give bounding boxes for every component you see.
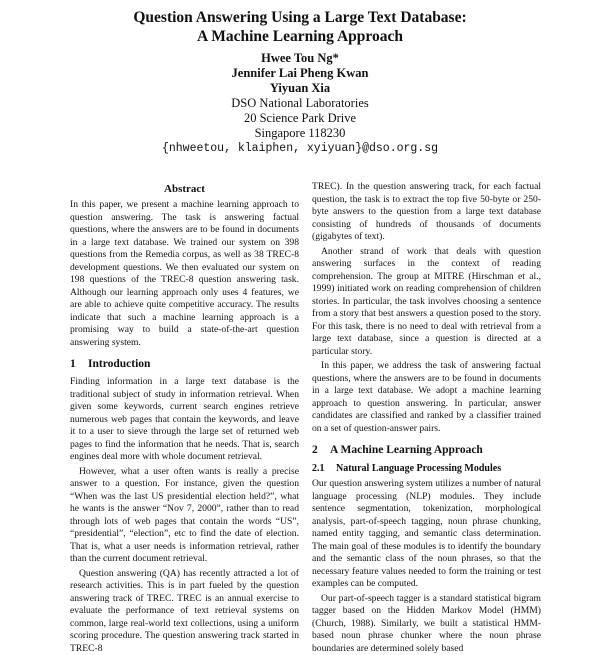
section-1-heading <box>70 357 299 371</box>
paper-title-line-2: A Machine Learning Approach <box>0 27 600 46</box>
abstract-text: In this paper, we present a machine learning approach to question answering. The task is answering factual questions, where the answers are to be found in documents in a large text database. We trained our system on 398 questions from the Remedia corpus, as well as 38 TREC-8 development questions. We then evaluated our system on 198 questions of the TREC-8 question answering task. Although our learning approach only uses 4 features, we are able to achieve quite competitive accuracy. The results indicate that such a machine learning approach is a promising way to build a state-of-the-art question answering system. <box>70 199 299 349</box>
right-column <box>312 181 541 655</box>
subsection-2-1-title: Natural Language Processing Modules <box>336 463 501 474</box>
affiliation-line-1: DSO National Laboratories <box>0 96 600 111</box>
author-1: Hwee Tou Ng* <box>0 51 600 66</box>
right-paragraph-3: In this paper, we address the task of answering factual questions, where the answers are to be found in documents in a large text database. We adopt a machine learning approach to question answering. In particular, answer candidates are classified and ranked by a classifier trained on a set of question-answer pairs. <box>312 360 541 435</box>
right-paragraph-4: Our question answering system utilizes a number of natural language processing (NLP) modules. They include sentence segmentation, tokenization, morphological analysis, part-of-speech tagging, noun phrase chunking, named entity tagging, and semantic class determination. The main goal of these modules is to identify the boundary and the semantic class of the noun phrases, so that the necessary feature values needed to form the training or test examples can be computed. <box>312 478 541 591</box>
paper-header <box>0 8 600 156</box>
section-1-number: 1 <box>70 357 88 371</box>
intro-paragraph-3: Question answering (QA) has recently attracted a lot of research activities. This is in part fueled by the question answering track of TREC. TREC is an annual exercise to evaluate the performance of text retrieval systems on common, large real-world text collections, using a uniform scoring procedure. The question answering track started in TREC-8 <box>70 568 299 655</box>
section-1-title: Introduction <box>88 358 150 370</box>
section-2-heading <box>312 443 541 457</box>
right-paragraph-2: Another strand of work that deals with question answering surfaces in the context of reading comprehension. The group at MITRE (Hirschman et al., 1999) initiated work on reading comprehension of children stories. In particular, the task involves choosing a sentence from a story that best answers a question posed to the story. For this task, there is no need to deal with retrieval from a large text database, since a question is directed at a particular story. <box>312 246 541 359</box>
right-paragraph-1: TREC). In the question answering track, for each factual question, the task is to extract the top five 50-byte or 250-byte answers to the question from a large text database consisting of hundreds of thousands of documents (gigabytes of text). <box>312 181 541 244</box>
intro-paragraph-1: Finding information in a large text database is the traditional subject of study in information retrieval. When given some keywords, current search engines retrieve numerous web pages that contain the keywords, and leave it to a user to sieve through the large set of returned web pages to find the information that he needs. That is, search engines deal more with whole document retrieval. <box>70 376 299 464</box>
section-2-number: 2 <box>312 443 330 457</box>
author-3: Yiyuan Xia <box>0 81 600 96</box>
author-2: Jennifer Lai Pheng Kwan <box>0 66 600 81</box>
left-column <box>70 182 299 655</box>
affiliation-line-3: Singapore 118230 <box>0 126 600 141</box>
subsection-2-1-heading <box>312 462 541 475</box>
section-2-title: A Machine Learning Approach <box>330 444 483 456</box>
intro-paragraph-2: However, what a user often wants is really a precise answer to a question. For instance, given the question “When was the last US presidential election held?”, what he wants is the answer “Nov 7, 2000”, rather than to read through lots of web pages that contain the words “US”, “presidential”, “election”, etc to find the date of election. That is, what a user needs is information retrieval, rather than the current document retrieval. <box>70 466 299 566</box>
right-paragraph-5: Our part-of-speech tagger is a standard statistical bigram tagger based on the Hidden Markov Model (HMM) (Church, 1988). Similarly, we built a statistical HMM-based noun phrase chunker where the noun phrase boundaries are determined solely based <box>312 593 541 655</box>
subsection-2-1-number: 2.1 <box>312 462 336 475</box>
author-emails: {nhweetou, klaiphen, xyiyuan}@dso.org.sg <box>0 141 600 156</box>
affiliation-line-2: 20 Science Park Drive <box>0 111 600 126</box>
abstract-heading: Abstract <box>70 182 299 196</box>
paper-title-line-1: Question Answering Using a Large Text Database: <box>0 8 600 27</box>
